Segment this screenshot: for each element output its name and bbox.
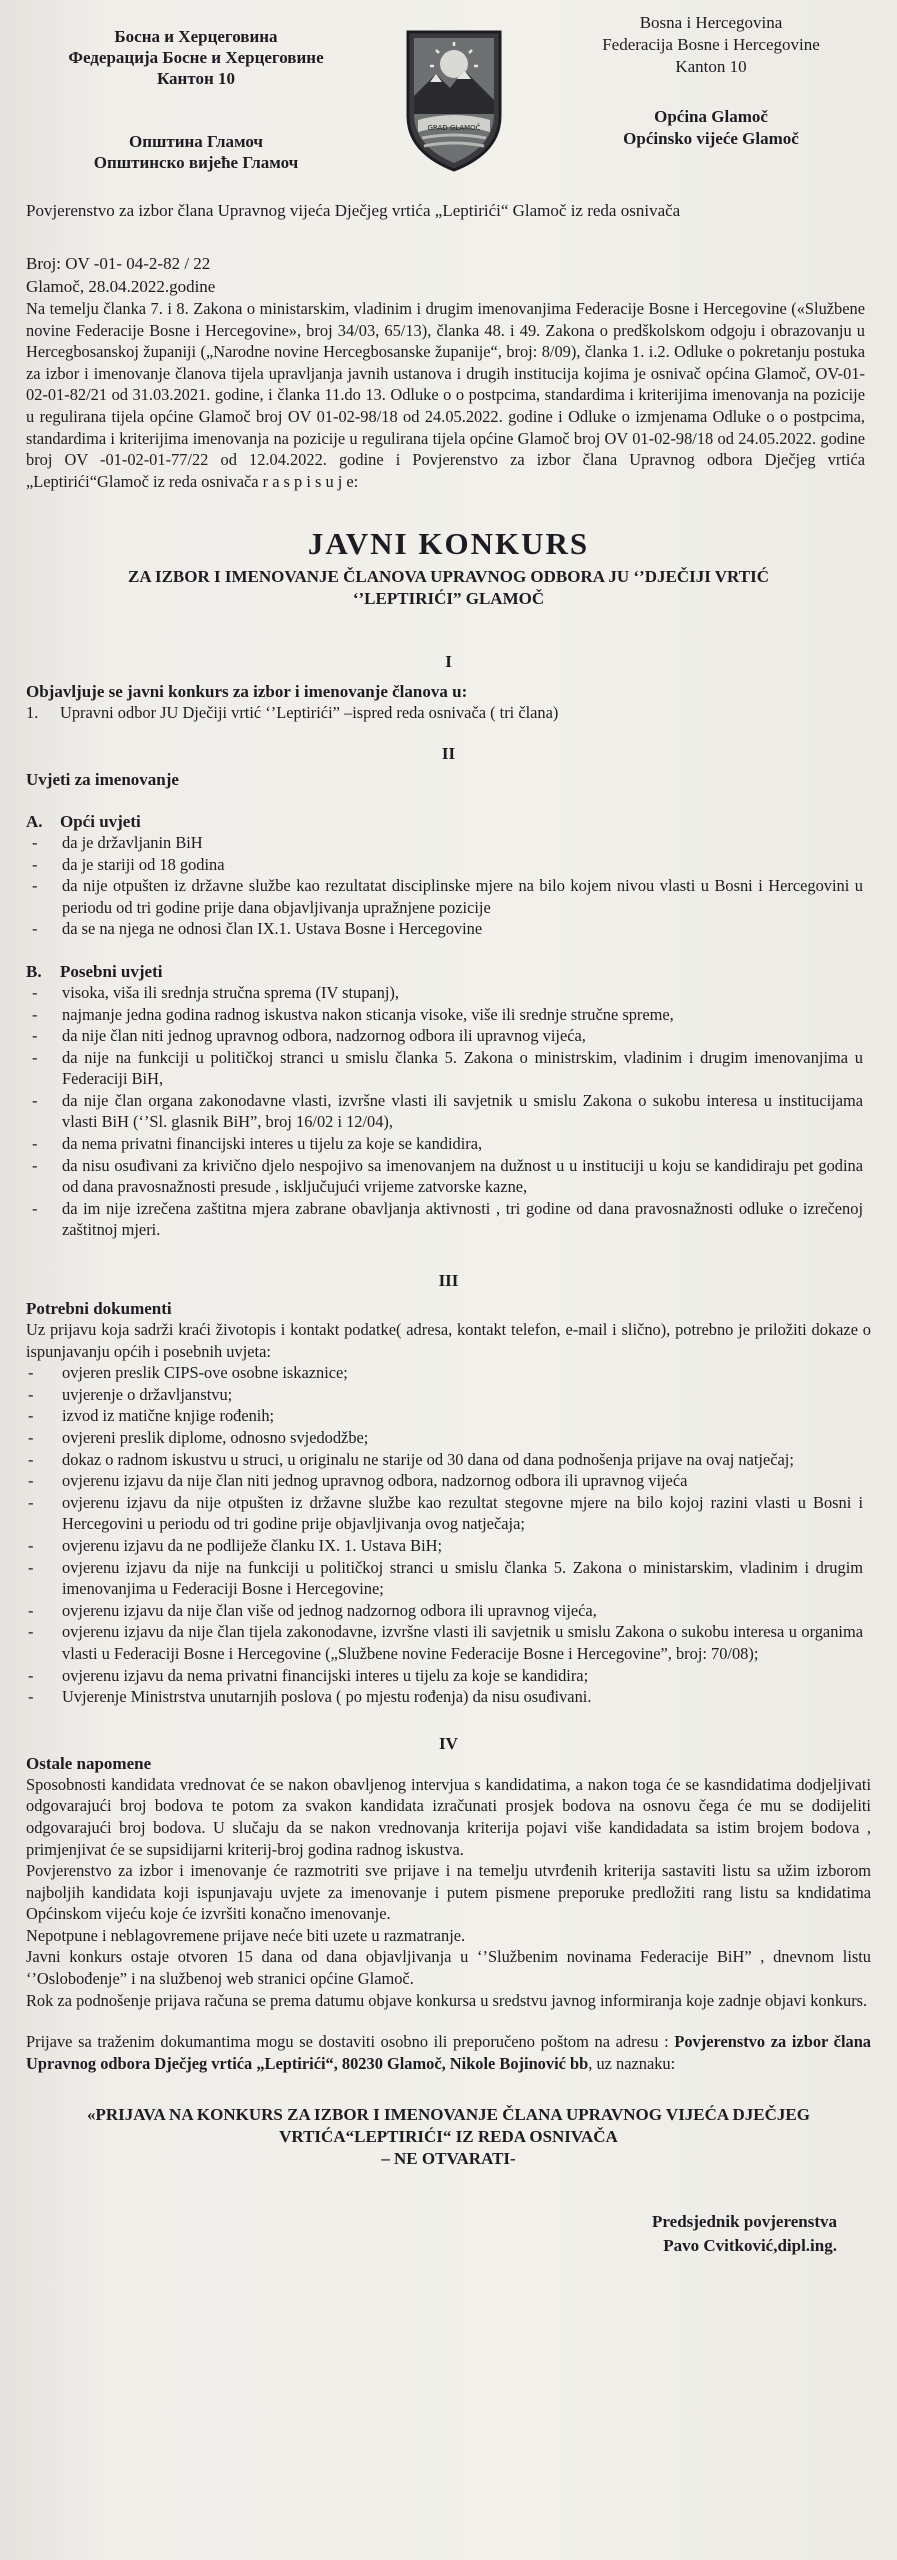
section-1-heading: Objavljuje se javni konkurs za izbor i imenovanje članova u: bbox=[26, 682, 468, 702]
special-conditions-heading bbox=[26, 962, 871, 982]
right-federation: Federacija Bosne i Hercegovine bbox=[602, 35, 820, 54]
general-conditions-heading bbox=[26, 812, 871, 832]
left-municipality: Општина Гламоч bbox=[129, 132, 263, 151]
list-item: - ovjerenu izjavu da ne podliježe članku IX. 1. Ustava BiH; bbox=[28, 1535, 443, 1555]
list-item: - izvod iz matične knjige rođenih; bbox=[28, 1406, 275, 1426]
general-conditions-title: Opći uvjeti bbox=[60, 811, 141, 831]
list-item: - ovjereni preslik diplome, odnosno svjedodžbe; bbox=[28, 1428, 369, 1447]
envelope-note bbox=[86, 2104, 811, 2170]
list-item: - da nije član organa zakonodavne vlasti, izvršne vlasti ili savjetnik u smislu Zakona o sukobu interesa u institucijama vlasti BiH (‘’Sl. glasnik BiH”, broj 16/02 i 12/04), bbox=[32, 1090, 863, 1132]
list-item: - ovjerenu izjavu da nije na funkciji u političkoj stranci u smislu članka 5. Zakona o ministarskim, vladinim i drugim imenovanjima u Federaciji Bosne i Hercegovine; bbox=[28, 1557, 863, 1599]
legal-preamble: Na temelju članka 7. i 8. Zakona o ministarskim, vladinim i drugim imenovanjima Federacije Bosne i Hercegovine («Službene novine Federacije Bosne i Hercegovine», broj 34/03, 65/13), članka 48. i 49. Zakona o predškolskom odgoju i obrazovanju u Hercegbosanskoj županiji („Narodne novine Hercegbosanske županije“, broj: 8/09), članka 1. i.2. Odluke o pokretanju postuka za izbor i imenovanje članova tijela upravljanja javnih ustanova i drugih institucija kojima je osnivač općina Glamoč, OV-01-02-01-82/21 od 31.03.2021. godine, i članka 11.do 13. Odluke o o postpcima, standardima i kriterijima imenovanja na pozicije u regulirana tijela općine Glamoč broj OV 01-02-98/18 od 24.05.2022. godine i Odluke o izmjenama Odluke o o postpcima, standardima i kriterijima imenovanja na pozicije u regulirana tijela općine Glamoč broj OV 01-02-98/18 od 24.05.2022. godine broj OV -01-02-01-77/22 od 12.04.2022. godine i Povjerenstvo za izbor člana Upravnog odbora Dječjeg vrtića „Leptirići“Glamoč iz reda osnivača r a s p i s u j e: bbox=[26, 299, 865, 491]
envelope-note-line2: – NE OTVARATI- bbox=[381, 2149, 516, 2169]
section-1-item-text: Upravni odbor JU Dječiji vrtić ‘’Leptirići” –ispred reda osnivača ( tri člana) bbox=[60, 703, 559, 723]
list-item: - uvjerenje o državljanstvu; bbox=[28, 1384, 233, 1404]
list-item: - dokaz o radnom iskustvu u struci, u originalu ne starije od 30 dana od dana podnošenja prijave na ovaj natječaj; bbox=[28, 1449, 794, 1469]
municipality-crest-icon bbox=[398, 24, 510, 174]
section-2-numeral: II bbox=[441, 743, 456, 763]
signature-block bbox=[26, 2210, 871, 2258]
general-conditions-list bbox=[26, 832, 871, 940]
list-item: - da nije član niti jednog upravnog odbora, nadzornog odbora ili upravnog vijeća, bbox=[32, 1026, 586, 1046]
section-1-numeral: I bbox=[445, 652, 452, 672]
special-conditions-list bbox=[26, 982, 871, 1241]
signature-name: Pavo Cvitković,dipl.ing. bbox=[663, 2236, 837, 2256]
list-item: - ovjerenu izjavu da nema privatni financijski interes u tijelu za koje se kandidira; bbox=[28, 1665, 589, 1685]
list-item: - da im nije izrečena zaštitna mjera zabrane obavljanja aktivnosti , tri godine od dana pravosnažnosti odluke o izrečenoj zaštitnoj mjeri. bbox=[32, 1198, 863, 1240]
list-item: - da nije na funkciji u političkoj stranci u smislu članka 5. Zakona o ministrskim, vladinim i drugim imenovanjima u Federaciji BiH, bbox=[32, 1047, 863, 1089]
list-item: - ovjerenu izjavu da nije otpušten iz državne službe kao rezultat stegovne mjere na bilo kojoj razini vlasti u Bosni i Hercegovini u periodu od tri godine prije objavljivanja ovog natječaja; bbox=[28, 1492, 863, 1534]
right-council: Općinsko vijeće Glamoč bbox=[623, 129, 799, 148]
note-paragraph: Rok za podnošenje prijava računa se prema datumu objave konkursa u sredstvu javnog informiranja koje zadnje objavi konkurs. bbox=[26, 1990, 868, 2010]
section-3-numeral: III bbox=[438, 1271, 459, 1291]
signature-role: Predsjednik povjerenstva bbox=[652, 2212, 837, 2232]
address-intro: Prijave sa traženim dokumantima mogu se dostaviti osobno ili preporučeno poštom na adresu : bbox=[26, 2032, 675, 2052]
list-item: - ovjerenu izjavu da nije član niti jednog upravnog odbora, nadzornog odbora ili upravnog vijeća bbox=[28, 1471, 688, 1491]
letterhead bbox=[26, 12, 871, 192]
list-item: - Uvjerenje Ministrstva unutarnjih poslova ( po mjestu rođenja) da nisu osuđivani. bbox=[28, 1687, 592, 1707]
submission-address bbox=[26, 2031, 871, 2074]
left-canton: Кантон 10 bbox=[156, 69, 236, 88]
section-1-item-number: 1. bbox=[26, 703, 39, 723]
letterhead-latin bbox=[561, 12, 861, 150]
documents-list bbox=[26, 1362, 871, 1708]
list-item: - ovjerenu izjavu da nije član više od jednog nadzornog odbora ili upravnog vijeća, bbox=[28, 1600, 597, 1620]
reference-block bbox=[26, 252, 871, 298]
section-2-heading: Uvjeti za imenovanje bbox=[26, 769, 179, 789]
right-canton: Kanton 10 bbox=[675, 57, 747, 76]
crest-caption: GRAD GLAMOČ bbox=[427, 124, 481, 132]
left-country: Босна и Херцеговина bbox=[114, 27, 278, 46]
left-federation: Федерација Босне и Херцеговине bbox=[68, 48, 324, 67]
address-tail: , uz naznaku: bbox=[588, 2053, 676, 2073]
notes-block bbox=[26, 1774, 871, 2012]
issuer-line: Povjerenstvo za izbor člana Upravnog vijeća Dječjeg vrtića „Leptirići“ Glamoč iz reda osnivača bbox=[26, 201, 681, 220]
list-item: - ovjeren preslik CIPS-ove osobne iskaznice; bbox=[28, 1363, 348, 1383]
note-paragraph: Javni konkurs ostaje otvoren 15 dana od dana objavljivanja u ‘’Službenim novinama Federacije BiH” , dnevnom listu ‘’Oslobođenje” i na službenoj web stranici općine Glamoč. bbox=[26, 1947, 871, 1989]
right-country: Bosna i Hercegovina bbox=[639, 13, 783, 32]
left-council: Општинско вијеће Гламоч bbox=[93, 153, 299, 172]
list-item: - da je državljanin BiH bbox=[32, 832, 203, 852]
note-paragraph: Nepotpune i neblagovremene prijave neće biti uzete u razmatranje. bbox=[26, 1925, 466, 1945]
address-bold: Povjerenstvo za izbor člana Upravnog odbora Dječjeg vrtića „Leptirići“, 80230 Glamoč, Nikole Bojinović bb bbox=[26, 2032, 872, 2073]
list-item: - da nisu osuđivani za krivično djelo nespojivo sa imenovanjem na dužnost u u instituciji u koju se kandidiraju pet godina od dana pravosnažnosti presude , isključujući vrijeme zatvorske kazne, bbox=[32, 1155, 863, 1197]
section-1-item bbox=[26, 702, 871, 724]
special-conditions-title: Posebni uvjeti bbox=[60, 961, 163, 981]
letterhead-cyrillic bbox=[26, 26, 366, 173]
section-3-heading: Potrebni dokumenti bbox=[26, 1299, 172, 1319]
section-4-numeral: IV bbox=[439, 1733, 458, 1753]
list-item: - visoka, viša ili srednja stručna sprema (IV stupanj), bbox=[32, 982, 399, 1002]
section-3-intro: Uz prijavu koja sadrži kraći životopis i kontakt podatke( adresa, kontakt telefon, e-mail i slično), potrebno je priložiti dokaze o ispunjavanju općih i posebnih uvjeta: bbox=[26, 1320, 871, 1361]
list-item: - da nema privatni financijski interes u tijelu za koje se kandidira, bbox=[32, 1134, 483, 1154]
list-item: - da nije otpušten iz državne službe kao rezultatat disciplinske mjere na bilo kojem nivou vlasti u Bosni i Hercegovini u periodu od tri godine prije dana objavljivanja upražnjene pozicije bbox=[32, 876, 863, 917]
reference-number: Broj: OV -01- 04-2-82 / 22 bbox=[26, 254, 211, 273]
list-item: - da je stariji od 18 godina bbox=[32, 854, 225, 874]
list-item: - najmanje jedna godina radnog iskustva nakon sticanja visoke, više ili srednje stručne spreme, bbox=[32, 1004, 674, 1024]
general-conditions-letter: A. bbox=[26, 811, 43, 831]
note-paragraph: Sposobnosti kandidata vrednovat će se nakon obavljenog intervjua s kandidatima, a nakon toga će se kasndidatima dodjeljivati odgovarajući broj bodova te potom za svakon kandidata izračunati prosjek bodova na osnovu čega će mu se dodijeliti odgovarajući broj bodova. U slučaju da se nakon vrednovanja kriterija pojavi više kandidadata sa istim brojem bodova , primjenjivat će se supsidijarni kriterij-broj godina radnog iskustva. bbox=[26, 1774, 871, 1859]
right-municipality: Općina Glamoč bbox=[654, 107, 768, 126]
reference-date: Glamoč, 28.04.2022.godine bbox=[26, 277, 216, 296]
section-4-heading: Ostale napomene bbox=[26, 1753, 152, 1773]
list-item: - ovjerenu izjavu da nije član tijela zakonodavne, izvršne vlasti ili savjetnik u smislu Zakona o sukobu interesa u organima vlasti u Federaciji Bosne i Hercegovine („Službene novine Federacije Bosne i Hercegovine”, broj: 70/08); bbox=[28, 1622, 863, 1663]
document-subtitle: ZA IZBOR I IMENOVANJE ČLANOVA UPRAVNOG ODBORA JU ‘’DJEČIJI VRTIĆ ‘’LEPTIRIĆI” GLAMOČ bbox=[128, 567, 769, 609]
list-item: - da se na njega ne odnosi član IX.1. Ustava Bosne i Hercegovine bbox=[32, 919, 483, 939]
document-title: JAVNI KONKURS bbox=[307, 526, 590, 562]
special-conditions-letter: B. bbox=[26, 961, 42, 981]
note-paragraph: Povjerenstvo za izbor i imenovanje će razmotriti sve prijave i na temelju utvrđenih kriterija sastaviti listu sa užim izborom najboljih kandidata koji ispunjavaju uvjete za imenovanje i putem pismene preporuke predložiti rang listu sa kndidatima Općinskom vijeću koje će izvršiti konačno imenovanje. bbox=[26, 1861, 871, 1924]
envelope-note-line1: «PRIJAVA NA KONKURS ZA IZBOR I IMENOVANJE ČLANA UPRAVNOG VIJEĆA DJEČJEG VRTIĆA“LEPTIRIĆI“ IZ REDA OSNIVAČA bbox=[87, 2105, 810, 2147]
